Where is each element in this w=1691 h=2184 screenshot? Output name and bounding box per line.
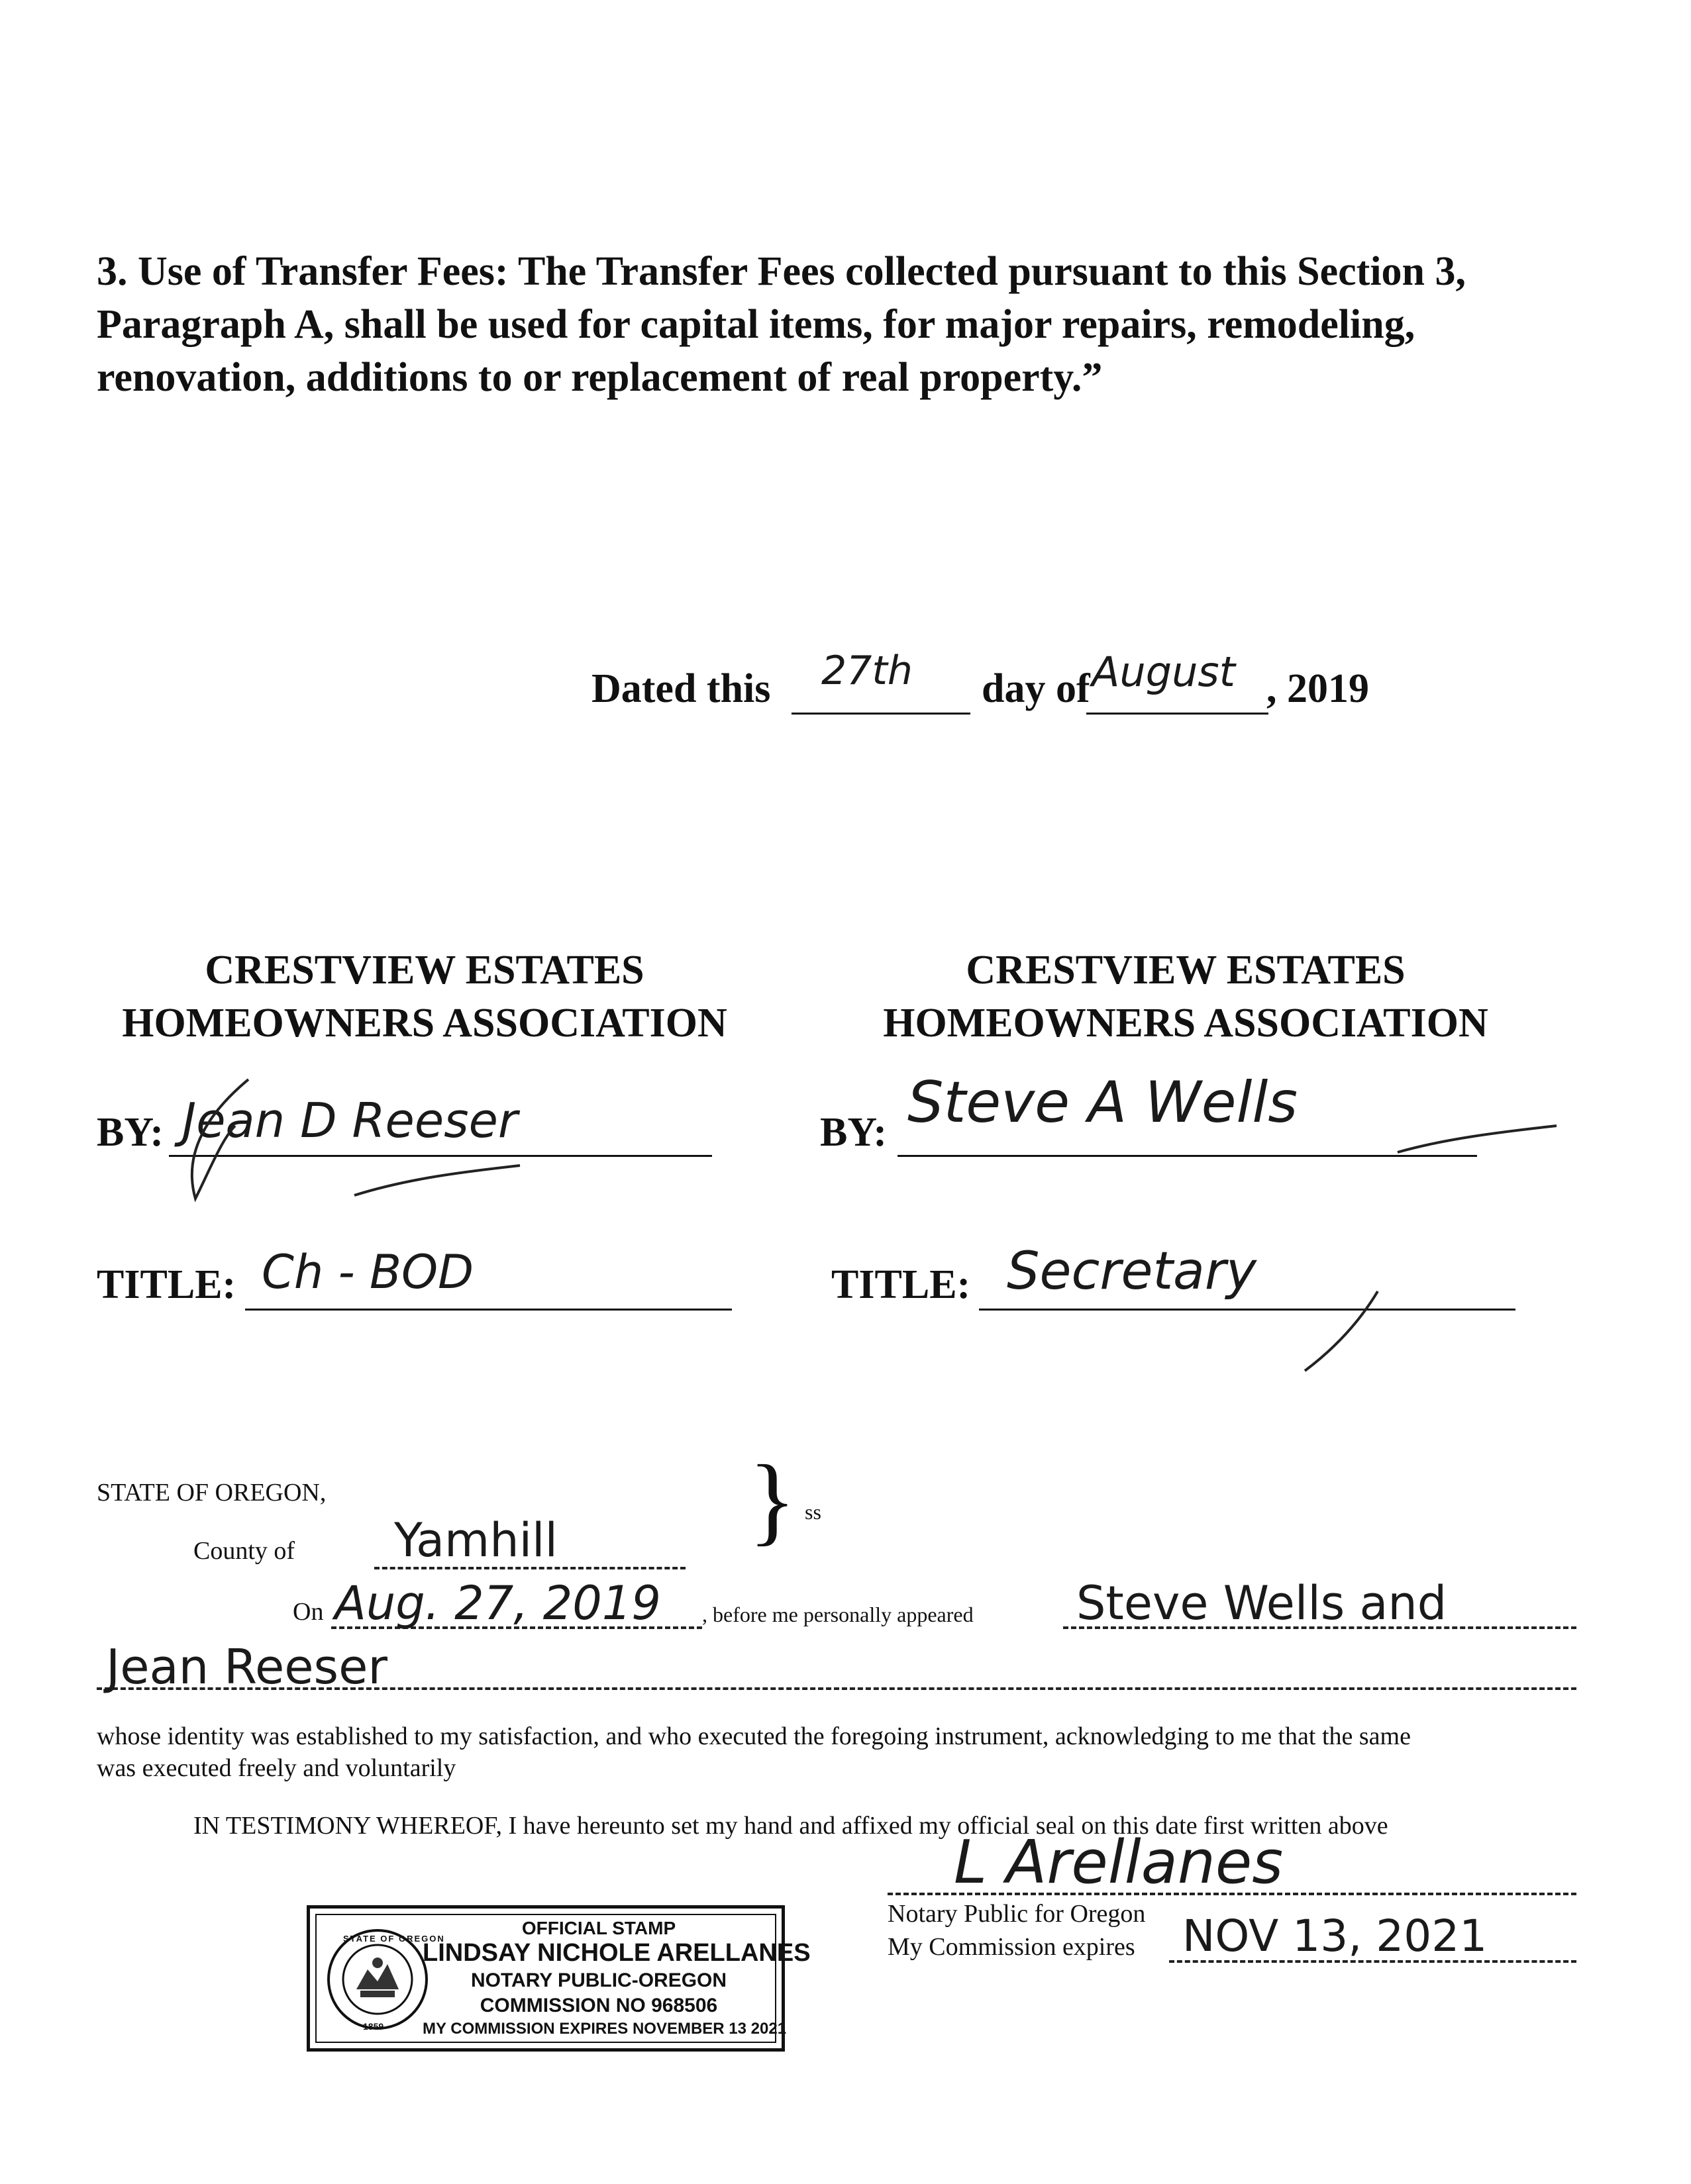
testimony-text: IN TESTIMONY WHEREOF, I have hereunto set my hand and affixed my official seal on this date first written above [193, 1812, 1388, 1840]
left-by-label: BY: [97, 1110, 164, 1155]
left-org-line-2: HOMEOWNERS ASSOCIATION [122, 1001, 727, 1046]
day-blank-line [792, 713, 970, 715]
section-paragraph [97, 245, 1607, 404]
venue-brace: } [748, 1445, 796, 1555]
on-label: On [293, 1598, 324, 1626]
seal-text: STATE OF OREGON [343, 1934, 445, 1944]
commission-label: My Commission expires [888, 1933, 1135, 1961]
month-blank-line [1086, 713, 1268, 715]
left-org-line-1: CRESTVIEW ESTATES [205, 948, 644, 993]
county-label: County of [193, 1537, 295, 1565]
left-signature: Jean D Reeser [182, 1093, 518, 1148]
notary-signature: L Arellanes [954, 1828, 1284, 1897]
right-org-name [841, 944, 1530, 1050]
right-title-stroke [1298, 1285, 1391, 1377]
notary-body-line-1: whose identity was established to my satisfaction, and who executed the foregoing instrument, acknowledging to me that the same [97, 1722, 1411, 1750]
stamp-line-5: MY COMMISSION EXPIRES NOVEMBER 13 2021 [423, 2020, 787, 2038]
state-label: STATE OF OREGON, [97, 1479, 327, 1507]
month-handwritten: August [1092, 648, 1235, 696]
left-title-label: TITLE: [97, 1262, 236, 1307]
stamp-line-2: LINDSAY NICHOLE ARELLANES [423, 1939, 811, 1967]
left-title-handwritten: Ch - BOD [262, 1245, 474, 1299]
section-line-3: renovation, additions to or replacement of real property.” [97, 355, 1103, 400]
dated-prefix: Dated this [591, 666, 771, 711]
right-by-line [897, 1155, 1477, 1157]
commission-handwritten: NOV 13, 2021 [1182, 1911, 1488, 1961]
left-org-name [97, 944, 752, 1050]
names-handwritten-1: Steve Wells and [1076, 1576, 1447, 1630]
dated-middle: day of [982, 666, 1090, 711]
stamp-line-3: NOTARY PUBLIC-OREGON [470, 1969, 727, 1991]
ss-label: ss [805, 1500, 821, 1524]
left-signature-flourish [169, 1073, 540, 1218]
notary-public-label: Notary Public for Oregon [888, 1900, 1146, 1928]
stamp-line-4: COMMISSION NO 968506 [480, 1995, 718, 2016]
left-title-line [245, 1309, 732, 1311]
right-signature-tail [1391, 1113, 1563, 1166]
stamp-line-1: OFFICIAL STAMP [521, 1918, 676, 1938]
official-stamp [307, 1905, 811, 2052]
date-handwritten: Aug. 27, 2019 [334, 1576, 661, 1630]
right-title-label: TITLE: [831, 1262, 971, 1307]
right-by-label: BY: [820, 1110, 888, 1155]
right-org-line-1: CRESTVIEW ESTATES [966, 948, 1406, 993]
day-handwritten: 27th [821, 648, 913, 694]
section-line-1: 3. Use of Transfer Fees: The Transfer Fees collected pursuant to this Section 3, [97, 249, 1466, 294]
right-title-line [979, 1309, 1515, 1311]
right-title-handwritten: Secretary [1007, 1242, 1257, 1301]
notary-body-line-2: was executed freely and voluntarily [97, 1754, 456, 1782]
right-org-line-2: HOMEOWNERS ASSOCIATION [883, 1001, 1488, 1046]
section-line-2: Paragraph A, shall be used for capital items, for major repairs, remodeling, [97, 302, 1415, 347]
appeared-label: , before me personally appeared [702, 1603, 974, 1626]
names-handwritten-2: Jean Reeser [106, 1639, 387, 1695]
county-handwritten: Yamhill [394, 1513, 558, 1567]
right-signature: Steve A Wells [907, 1069, 1298, 1136]
seal-year: 1859 [363, 2021, 384, 2032]
dated-year: , 2019 [1266, 666, 1369, 711]
